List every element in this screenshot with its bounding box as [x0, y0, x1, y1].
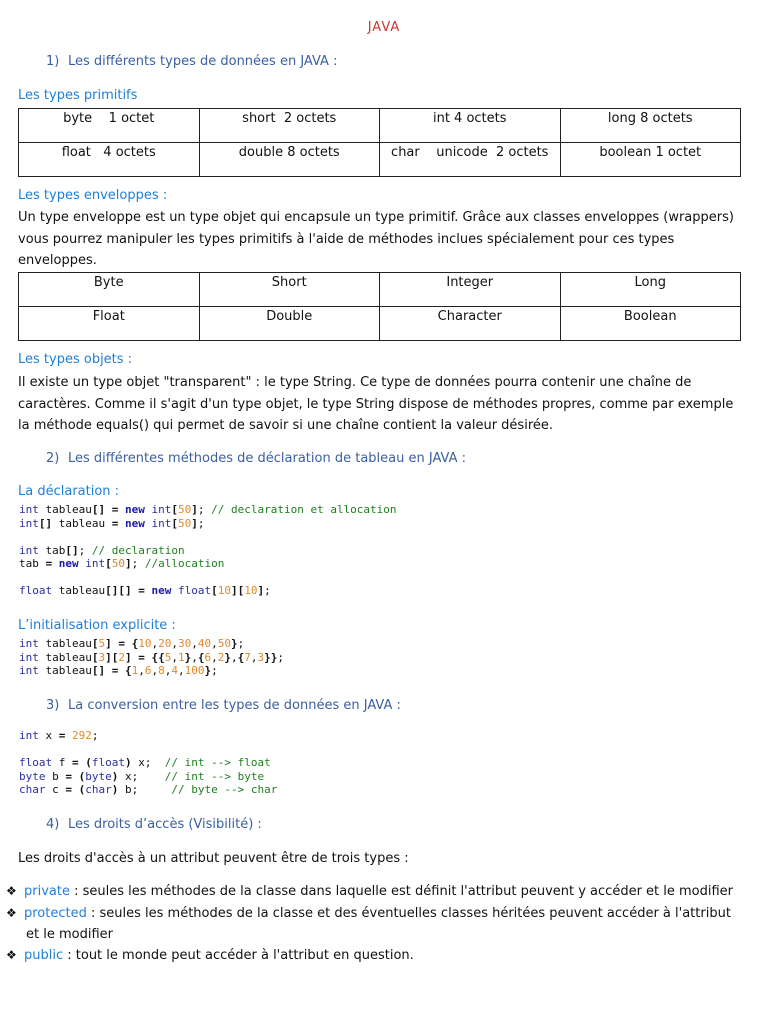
code-token	[125, 637, 132, 650]
declaration-heading: La déclaration :	[18, 484, 120, 499]
table-cell: Character	[380, 307, 561, 341]
code-token: [][]	[105, 584, 132, 597]
paragraph-line: vous pourrez manipuler les types primitifs à l'aide de méthodes inclues spécialement pour ces types	[18, 231, 675, 247]
primitive-types-heading: Les types primitifs	[18, 88, 138, 103]
code-token: // int --> float	[164, 756, 271, 769]
code-token: 50	[177, 516, 192, 530]
code-token: tab	[19, 557, 46, 570]
section-2-heading	[46, 451, 466, 466]
code-line	[19, 651, 284, 665]
code-token: 8	[158, 664, 165, 677]
code-token: float	[177, 584, 212, 597]
code-token: ;	[211, 664, 218, 677]
code-token: char	[85, 783, 112, 796]
section-1-number: 1)	[46, 54, 60, 69]
code-token: b;	[118, 783, 172, 796]
code-token: tableau	[38, 637, 92, 650]
code-token: ,	[151, 664, 159, 677]
code-line	[19, 584, 397, 598]
code-token: ,	[164, 664, 172, 677]
code-token: ,	[191, 637, 198, 650]
table-cell: long 8 octets	[560, 109, 741, 143]
code-token: ,	[211, 650, 218, 664]
wrapper-types-table	[18, 272, 741, 341]
code-line	[19, 729, 277, 743]
code-token: ][	[105, 650, 119, 664]
code-line	[19, 557, 397, 571]
code-token: 2	[118, 650, 125, 664]
document-title: JAVA	[367, 20, 401, 35]
code-token: 10	[138, 637, 152, 650]
code-token: 1	[131, 664, 139, 677]
code-token: 4	[171, 664, 178, 677]
code-token	[118, 664, 125, 677]
code-token: float	[19, 756, 53, 769]
code-token: 100	[184, 664, 205, 677]
code-token: )	[111, 769, 119, 783]
initialization-heading: L’initialisation explicite :	[18, 618, 176, 633]
paragraph-line: enveloppes.	[18, 253, 97, 268]
code-token: {	[197, 650, 205, 664]
code-token: 20	[158, 637, 172, 650]
code-token: 50	[217, 637, 231, 650]
code-token: ]	[124, 650, 132, 664]
table-cell: int 4 octets	[380, 109, 561, 143]
code-token: ,	[250, 650, 258, 664]
diamond-bullet-icon: ❖	[6, 948, 17, 962]
code-token: (	[85, 756, 92, 769]
code-token: =	[111, 664, 119, 677]
section-4-heading	[46, 817, 262, 832]
bullet-item-protected	[6, 906, 731, 921]
code-token	[118, 503, 125, 516]
code-token: (	[78, 769, 86, 783]
code-token: f	[52, 756, 72, 769]
code-token: =	[138, 650, 145, 664]
code-line	[19, 756, 277, 770]
code-token: int	[151, 516, 172, 530]
code-line	[19, 517, 397, 531]
code-token: byte	[85, 769, 112, 783]
code-token: int	[19, 543, 39, 557]
code-token: =	[72, 756, 79, 769]
code-token: ,	[191, 650, 198, 664]
code-token: []	[91, 503, 106, 516]
code-token: 5	[98, 637, 106, 650]
code-token: 1	[177, 650, 185, 664]
section-1-title: Les différents types de données en JAVA :	[68, 54, 338, 69]
table-cell: Short	[199, 273, 380, 307]
code-token: {{	[151, 650, 165, 664]
section-4-number: 4)	[46, 817, 60, 832]
code-token: tableau	[38, 664, 92, 677]
code-token: ][	[230, 584, 245, 597]
code-token: }	[204, 664, 212, 677]
table-cell: Integer	[380, 273, 561, 307]
code-token: ;	[264, 584, 271, 597]
bullet-item-public	[6, 948, 414, 963]
code-token: }	[184, 650, 192, 664]
code-token: =	[118, 637, 125, 650]
code-line	[19, 770, 277, 784]
code-token: }	[224, 650, 231, 664]
table-cell: byte 1 octet	[19, 109, 200, 143]
table-row	[19, 273, 741, 307]
code-token: 50	[111, 557, 125, 570]
code-line	[19, 503, 397, 517]
table-cell: boolean 1 octet	[560, 143, 741, 177]
paragraph-line: la méthode equals() qui permet de savoir si une chaîne contient la valeur désirée.	[18, 418, 554, 433]
code-token: ,	[177, 664, 185, 677]
code-token: ;	[277, 650, 284, 664]
code-token: [	[211, 584, 218, 597]
access-rights-intro: Les droits d'accès à un attribut peuvent être de trois types :	[18, 851, 409, 866]
table-cell: short 2 octets	[199, 109, 380, 143]
paragraph-line: Il existe un type objet "transparent" : le type String. Ce type de données pourra contenir une chaîne de	[18, 375, 692, 390]
table-cell: float 4 octets	[19, 143, 200, 177]
code-token: 5	[164, 650, 172, 664]
code-token: // declaration	[91, 543, 185, 557]
code-token: int	[19, 729, 39, 742]
code-token: char	[19, 783, 46, 796]
code-token	[118, 517, 125, 530]
code-token: )	[111, 783, 119, 796]
code-token: 3	[98, 650, 106, 664]
code-token: ]	[191, 503, 198, 516]
code-token: ]	[257, 584, 265, 597]
code-token: x;	[118, 769, 165, 783]
code-token: =	[65, 769, 72, 783]
code-token: ,	[171, 637, 178, 650]
code-token: tableau	[38, 503, 92, 516]
code-token	[72, 770, 79, 783]
wrapper-types-heading: Les types enveloppes :	[18, 188, 168, 203]
bullet-text: : seules les méthodes de la classe et des éventuelles classes héritées peuvent accéder à l'attribut	[86, 906, 731, 921]
code-token: tableau	[52, 584, 106, 597]
code-token: byte	[19, 769, 46, 783]
code-token: ;	[197, 503, 212, 516]
table-row	[19, 143, 741, 177]
section-3-heading	[46, 698, 401, 713]
code-token: =	[111, 516, 119, 530]
code-token: int	[19, 503, 39, 516]
code-token: // byte --> char	[171, 783, 278, 796]
section-3-title: La conversion entre les types de données en JAVA :	[68, 698, 401, 713]
code-token: }	[230, 637, 238, 650]
code-token: 6	[144, 664, 152, 677]
code-token: 292	[72, 729, 92, 742]
code-token: 10	[217, 584, 231, 597]
declaration-code-block	[19, 503, 397, 598]
code-token: 50	[177, 503, 192, 516]
code-token: float	[91, 756, 125, 769]
table-cell: Float	[19, 307, 200, 341]
code-token: ,	[211, 637, 218, 650]
code-token: [	[171, 503, 178, 516]
code-token: [	[171, 516, 178, 530]
code-token: [	[105, 557, 112, 570]
code-token	[52, 557, 59, 570]
code-token: new	[124, 516, 145, 530]
table-row	[19, 109, 741, 143]
code-line	[19, 637, 284, 651]
code-token: ;	[91, 729, 99, 742]
code-token: (	[78, 783, 86, 796]
code-token: 7	[244, 650, 251, 664]
code-line	[19, 664, 284, 678]
code-token: //allocation	[144, 557, 225, 570]
code-token: int	[85, 557, 106, 570]
paragraph-line: caractères. Comme il s'agit d'un type objet, le type String dispose de méthodes propres, comme par exemple	[18, 396, 734, 412]
code-token: float	[19, 584, 53, 597]
keyword-protected: protected	[24, 906, 87, 921]
code-token: 10	[244, 584, 258, 597]
code-token: b	[45, 769, 66, 783]
code-token: [	[91, 637, 99, 650]
section-2-title: Les différentes méthodes de déclaration de tableau en JAVA :	[68, 451, 466, 466]
code-token: int	[19, 516, 39, 530]
code-token: int	[19, 650, 39, 664]
code-token: []	[38, 516, 53, 530]
code-token: tab	[38, 543, 66, 557]
code-line	[19, 530, 397, 544]
code-token	[105, 664, 112, 677]
table-cell: Double	[199, 307, 380, 341]
code-token: // declaration et allocation	[211, 503, 397, 516]
code-token: ]	[125, 557, 132, 570]
conversion-code-block	[19, 729, 277, 797]
code-token: 3	[257, 650, 265, 664]
code-token: tableau	[52, 516, 112, 530]
code-line	[19, 571, 397, 585]
code-token: [	[91, 650, 99, 664]
code-token: new	[124, 503, 145, 516]
code-token: }}	[264, 650, 278, 664]
table-cell: double 8 octets	[199, 143, 380, 177]
object-types-paragraph	[18, 372, 758, 437]
code-token: =	[138, 584, 145, 597]
code-token: =	[65, 783, 72, 796]
code-token: []	[65, 543, 79, 557]
code-token: ,	[138, 664, 145, 677]
section-2-number: 2)	[46, 451, 60, 466]
code-token: 30	[177, 637, 192, 650]
code-token: ,	[151, 637, 159, 650]
code-token: ;	[131, 557, 145, 570]
table-row	[19, 307, 741, 341]
code-token: int	[19, 664, 39, 677]
code-line	[19, 743, 277, 757]
paragraph-line: Un type enveloppe est un type objet qui encapsule un type primitif. Grâce aux classes enveloppes (wrappers)	[18, 210, 734, 225]
code-token: 6	[204, 650, 212, 664]
code-token: int	[19, 637, 39, 650]
code-token: ;	[197, 516, 205, 530]
keyword-private: private	[24, 884, 70, 899]
diamond-bullet-icon: ❖	[6, 906, 17, 920]
code-token: // int --> byte	[164, 769, 265, 783]
code-token: 40	[197, 637, 212, 650]
code-token: ]	[105, 637, 112, 650]
code-token: new	[58, 557, 79, 570]
code-token: =	[58, 729, 66, 742]
code-token: ,	[171, 650, 178, 664]
code-token: ;	[237, 637, 245, 650]
code-token: {	[237, 650, 245, 664]
code-token: {	[131, 637, 139, 650]
code-token: x	[38, 729, 59, 742]
bullet-continuation: et le modifier	[26, 927, 113, 942]
code-token	[171, 584, 178, 597]
code-token: []	[91, 664, 106, 677]
code-token: =	[45, 557, 53, 570]
table-cell: Long	[560, 273, 741, 307]
keyword-public: public	[24, 948, 64, 963]
code-line	[19, 544, 397, 558]
bullet-text: : seules les méthodes de la classe dans laquelle est définit l'attribut peuvent y accéder et le modifier	[69, 884, 734, 899]
primitive-types-table	[18, 108, 741, 177]
bullet-item-private	[6, 884, 733, 899]
code-token	[65, 729, 72, 742]
initialization-code-block	[19, 637, 284, 678]
table-cell: char unicode 2 octets	[380, 143, 561, 177]
code-token: {	[124, 664, 132, 677]
section-3-number: 3)	[46, 698, 60, 713]
code-line	[19, 783, 277, 797]
table-cell: Boolean	[560, 307, 741, 341]
object-types-heading: Les types objets :	[18, 352, 133, 367]
code-token: ]	[191, 516, 198, 530]
section-4-title: Les droits d’accès (Visibilité) :	[68, 817, 262, 832]
code-token: =	[111, 503, 119, 516]
bullet-text: : tout le monde peut accéder à l'attribut en question.	[63, 948, 414, 963]
table-cell: Byte	[19, 273, 200, 307]
code-token	[105, 503, 112, 516]
code-token: 2	[217, 650, 225, 664]
code-token: )	[125, 756, 132, 769]
code-token: new	[151, 584, 172, 597]
diamond-bullet-icon: ❖	[6, 884, 17, 898]
code-token: ,	[230, 650, 238, 664]
code-token: int	[151, 503, 172, 516]
section-1-heading	[46, 54, 337, 69]
wrapper-types-paragraph	[18, 207, 758, 272]
code-token: x;	[131, 756, 165, 769]
code-token: ;	[78, 543, 92, 557]
code-token	[72, 783, 79, 796]
code-token: tableau	[38, 650, 92, 664]
code-token: c	[45, 783, 66, 796]
